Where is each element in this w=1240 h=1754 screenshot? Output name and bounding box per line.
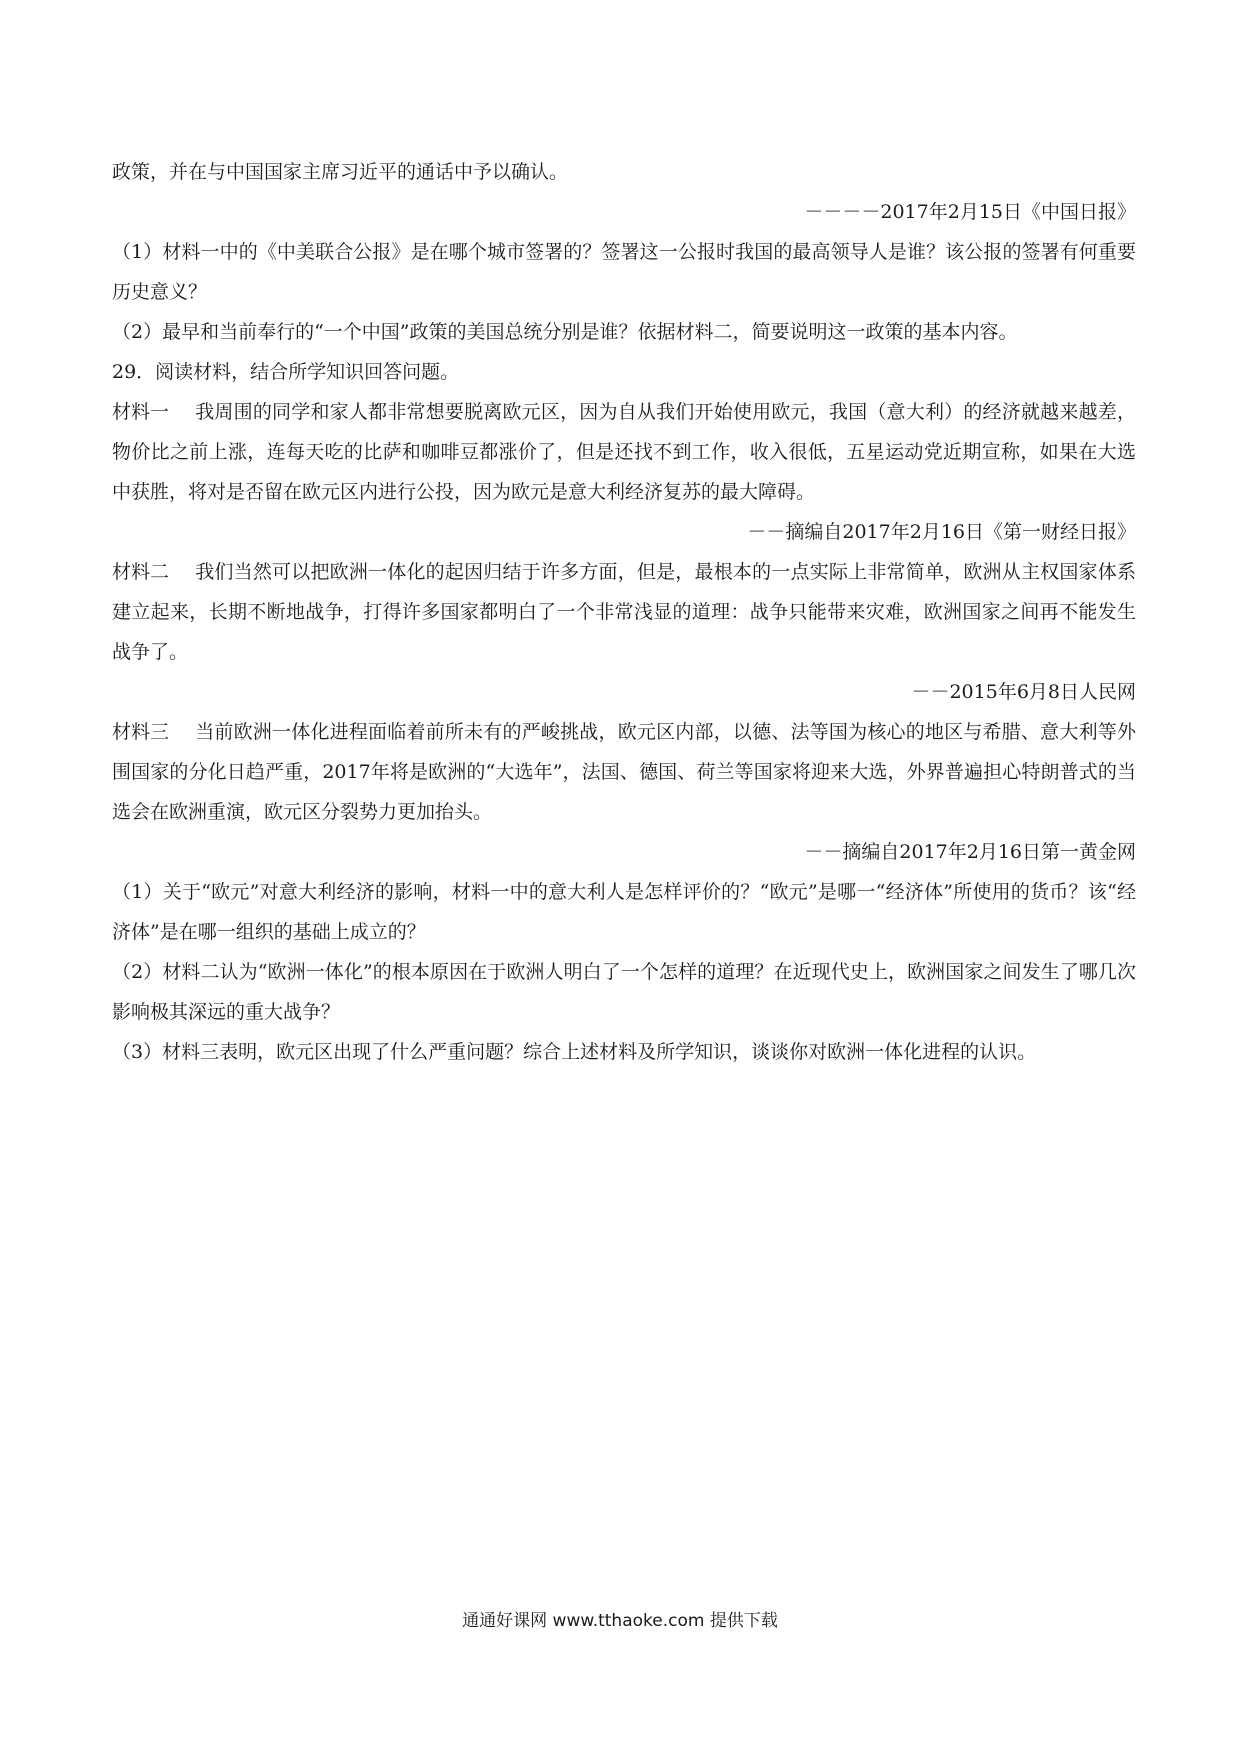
material-3	[112, 712, 1136, 832]
material-1	[112, 392, 1136, 512]
question-29-1: （1）关于“欧元”对意大利经济的影响，材料一中的意大利人是怎样评价的？“欧元”是哪一“经济体”所使用的货币？该“经济体”是在哪一组织的基础上成立的？	[112, 881, 1136, 943]
source-citation: －－－－2017年2月15日《中国日报》	[804, 201, 1136, 223]
question-29-3: （3）材料三表明，欧元区出现了什么严重问题？综合上述材料及所学知识，谈谈你对欧洲一体化进程的认识。	[112, 1041, 1037, 1063]
text-line: 政策，并在与中国国家主席习近平的通话中予以确认。	[112, 161, 569, 183]
question-28-2: （2）最早和当前奉行的“一个中国”政策的美国总统分别是谁？依据材料二，简要说明这一政策的基本内容。	[112, 321, 1018, 343]
source-citation: －－摘编自2017年2月16日《第一财经日报》	[747, 521, 1136, 543]
material-3-text: 当前欧洲一体化进程面临着前所未有的严峻挑战，欧元区内部，以德、法等国为核心的地区与希腊、意大利等外围国家的分化日趋严重，2017年将是欧洲的“大选年”，法国、德国、荷兰等国家将迎来大选，外界普遍担心特朗普式的当选会在欧洲重演，欧元区分裂势力更加抬头。	[112, 721, 1136, 823]
material-3-label: 材料三	[112, 721, 170, 743]
page-footer: 通通好课网 www.tthaoke.com 提供下载	[462, 1611, 778, 1631]
question-29-2: （2）材料二认为“欧洲一体化”的根本原因在于欧洲人明白了一个怎样的道理？在近现代史上，欧洲国家之间发生了哪几次影响极其深远的重大战争？	[112, 961, 1136, 1023]
document-body	[112, 152, 1136, 1072]
question-29-title: 29．阅读材料，结合所学知识回答问题。	[112, 361, 460, 383]
material-2-label: 材料二	[112, 561, 170, 583]
question-28-1: （1）材料一中的《中美联合公报》是在哪个城市签署的？签署这一公报时我国的最高领导人是谁？该公报的签署有何重要历史意义？	[112, 241, 1136, 303]
source-citation: －－2015年6月8日人民网	[911, 681, 1136, 703]
source-citation: －－摘编自2017年2月16日第一黄金网	[804, 841, 1136, 863]
material-1-text: 我周围的同学和家人都非常想要脱离欧元区，因为自从我们开始使用欧元，我国（意大利）的经济就越来越差，物价比之前上涨，连每天吃的比萨和咖啡豆都涨价了，但是还找不到工作，收入很低，五星运动党近期宣称，如果在大选中获胜，将对是否留在欧元区内进行公投，因为欧元是意大利经济复苏的最大障碍。	[112, 401, 1136, 503]
material-1-label: 材料一	[112, 401, 170, 423]
material-2-text: 我们当然可以把欧洲一体化的起因归结于许多方面，但是，最根本的一点实际上非常简单，欧洲从主权国家体系建立起来，长期不断地战争，打得许多国家都明白了一个非常浅显的道理：战争只能带来灾难，欧洲国家之间再不能发生战争了。	[112, 561, 1136, 663]
material-2	[112, 552, 1136, 672]
